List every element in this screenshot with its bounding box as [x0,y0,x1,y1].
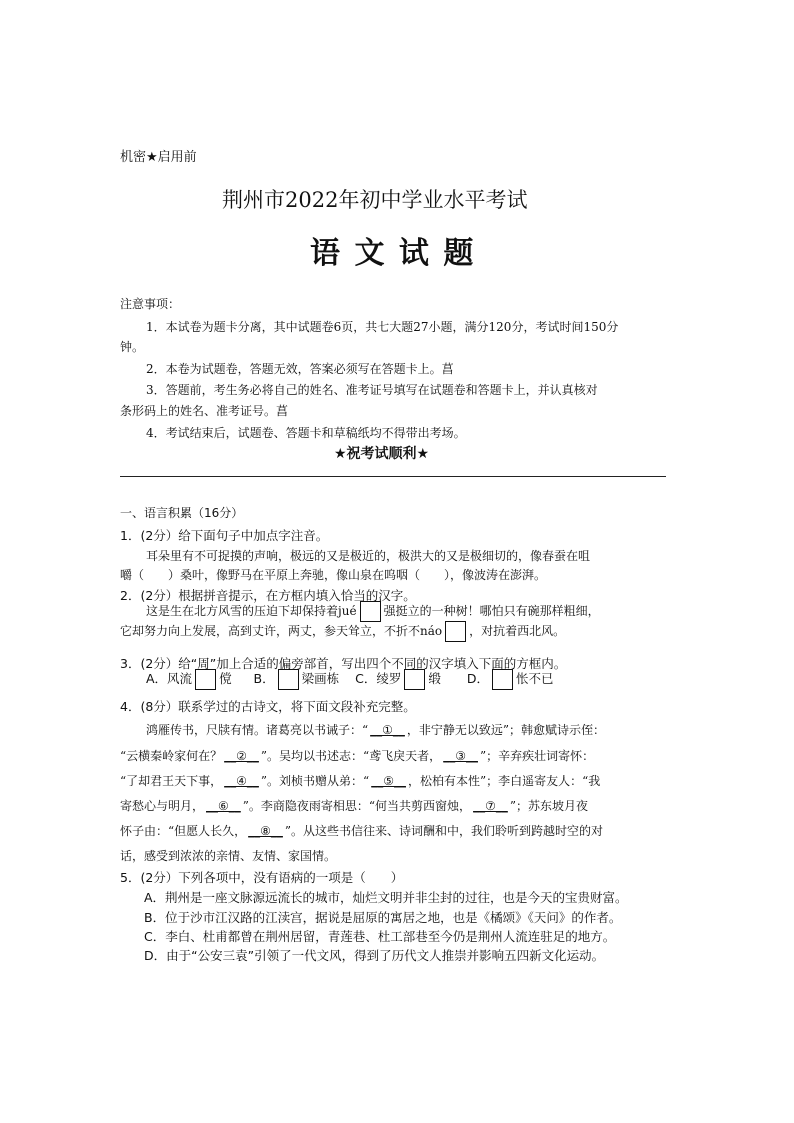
notice-item-3-cont: 条形码上的姓名、准考证号。菖 [120,404,289,418]
q4-stem: 4．(8分）联系学过的古诗文，将下面文段补充完整。 [120,699,416,714]
q3-option-a-suffix: 傥 [219,671,232,686]
q4-line-5 [120,822,603,839]
q2-line-2-text-b: ，对抗着西北风。 [469,624,566,638]
q4-text-3b: ”。刘桢书赠从弟：“ [260,774,370,788]
q4-text-5a: 怀子由：“但愿人长久， [120,824,247,838]
q4-line-2 [120,747,594,764]
subject-title: 语 文 试 题 [310,236,476,271]
blank-6[interactable]: __⑥__ [206,799,241,813]
exam-title: 荆州市2022年初中学业水平考试 [222,188,528,212]
q4-text-4c: ”；苏东坡月夜 [509,799,588,813]
q3-option-a: A．风流 [146,671,193,686]
q4-text-2c: ”；辛弃疾壮词寄怀： [479,749,595,763]
q2-line-2-text-a: 它却努力向上发展，高到丈许，两丈，参天耸立，不折不náo [120,624,443,638]
answer-box-c[interactable] [404,669,425,690]
q2-line-1 [146,601,600,622]
q3-options [146,669,553,690]
q2-line-2 [120,621,565,642]
notice-item-4: 4．考试结束后，试题卷、答题卡和草稿纸均不得带出考场。 [146,426,466,440]
good-luck-banner: ★祝考试顺利★ [334,446,430,462]
blank-1[interactable]: __①__ [370,723,405,737]
q4-text-4a: 寄愁心与明月， [120,799,205,813]
q5-option-b[interactable]: B．位于沙市江汉路的江渎宫，据说是屈原的寓居之地，也是《橘颂》《天问》的作者。 [144,910,622,925]
q4-text-2a: “云横秦岭家何在？ [120,749,223,763]
blank-2[interactable]: __②__ [224,749,259,763]
q5-stem: 5．(2分）下列各项中，没有语病的一项是（ ） [120,870,404,885]
answer-box-nao[interactable] [445,621,466,642]
blank-4[interactable]: __④__ [224,774,259,788]
answer-box-d[interactable] [492,669,513,690]
q3-option-d: D． [466,671,489,686]
notice-item-3: 3．答题前，考生务必将自己的姓名、准考证号填写在试题卷和答题卡上，并认真核对 [146,383,598,397]
q4-text-2b: ”。吴均以书述志：“鸢飞戾天者， [260,749,442,763]
answer-box-b[interactable] [278,669,299,690]
notice-item-2: 2．本卷为试题卷，答题无效，答案必须写在答题卡上。菖 [146,362,454,376]
q4-text-3c: ，松柏有本性”；李白遥寄友人：“我 [407,774,601,788]
divider [120,476,666,477]
q4-text-4b: ”。李商隐夜雨寄相思：“何当共剪西窗烛， [242,799,472,813]
blank-3[interactable]: __③__ [443,749,478,763]
notice-item-1-cont: 钟。 [120,340,145,354]
q3-option-b-suffix: 梁画栋 [301,671,340,686]
answer-box-jue[interactable] [360,601,381,622]
q1-line-2: 嚼（ ）桑叶，像野马在平原上奔驰，像山泉在呜咽（ ），像波涛在澎湃。 [120,568,547,582]
q2-line-1-text-a: 这是生在北方风雪的压迫下却保持着jué [146,604,357,618]
q3-stem: 3．(2分）给“周”加上合适的偏旁部首，写出四个不同的汉字填入下面的方框内。 [120,656,567,671]
q3-option-c-suffix: 缎 [428,671,441,686]
q4-line-3 [120,772,600,789]
q3-option-c: C．绫罗 [355,671,402,686]
answer-box-a[interactable] [195,669,216,690]
notice-label: 注意事项： [120,297,181,311]
blank-5[interactable]: __⑤__ [371,774,406,788]
q4-line-6: 话，感受到浓浓的亲情、友情、家国情。 [120,849,337,863]
q4-text-1a: 鸿雁传书，尺牍有情。诸葛亮以书诫子：“ [146,723,369,737]
q5-option-c[interactable]: C．李白、杜甫都曾在荆州居留，青莲巷、杜工部巷至今仍是荆州人流连驻足的地方。 [144,929,616,944]
q4-line-1 [146,721,605,738]
notice-item-1: 1．本试卷为题卡分离，其中试题卷6页，共七大题27小题，满分120分，考试时间150分 [146,320,619,334]
confidential-label: 机密★启用前 [120,150,197,165]
blank-8[interactable]: __⑧__ [248,824,283,838]
q5-option-a[interactable]: A．荆州是一座文脉源远流长的城市，灿烂文明并非尘封的过往，也是今天的宝贵财富。 [144,890,628,905]
q2-line-1-text-b: 强挺立的一种树！哪怕只有碗那样粗细， [383,604,600,618]
q3-option-b: B． [253,671,275,686]
q1-line-1: 耳朵里有不可捉摸的声响，极远的又是极近的，极洪大的又是极细切的，像春蚕在咀 [146,549,591,563]
q4-text-5b: ”。从这些书信往来、诗词酬和中，我们聆听到跨越时空的对 [284,824,604,838]
q2-stem: 2．(2分）根据拼音提示，在方框内填入恰当的汉字。 [120,588,416,603]
q5-option-d[interactable]: D．由于“公安三袁”引领了一代文风，得到了历代文人推崇并影响五四新文化运动。 [144,948,605,963]
section-heading: 一、语言积累（16分） [120,506,244,520]
q1-stem: 1．(2分）给下面句子中加点字注音。 [120,528,329,543]
q4-text-1b: ，非宁静无以致远”；韩愈赋诗示侄： [406,723,606,737]
q4-line-4 [120,797,588,814]
blank-7[interactable]: __⑦__ [473,799,508,813]
q3-option-d-suffix: 怅不已 [515,671,554,686]
q4-text-3a: “了却君王天下事， [120,774,223,788]
